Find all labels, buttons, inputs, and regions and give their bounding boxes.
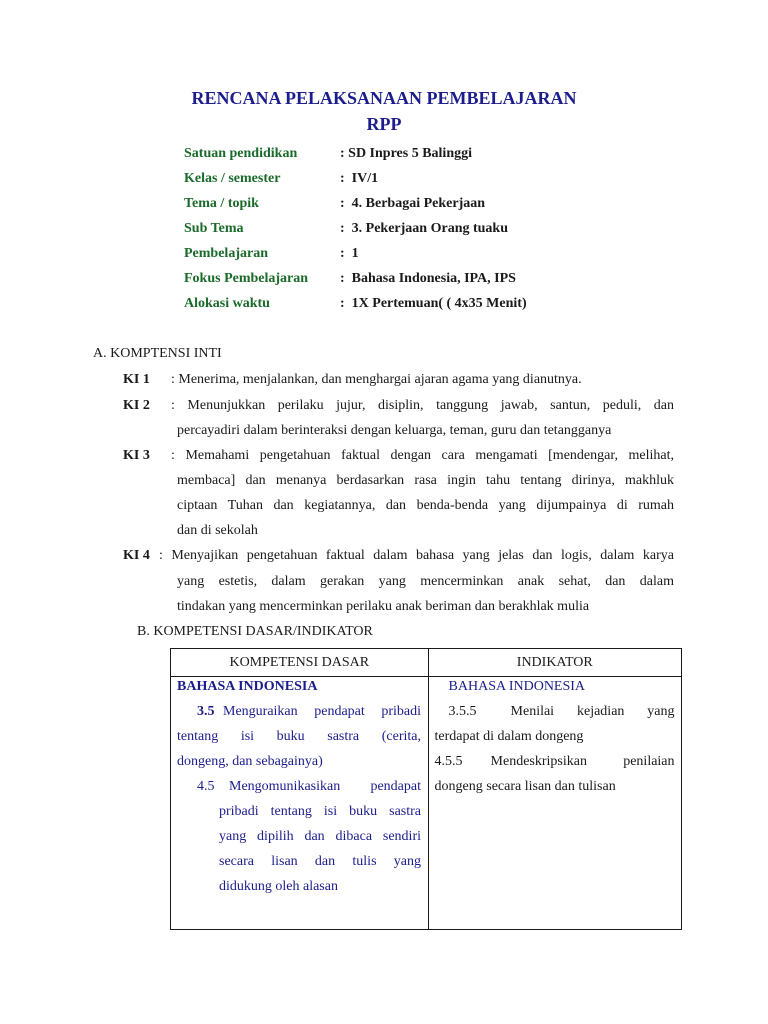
ki-line: yang estetis, dalam gerakan yang mencerminkan anak sehat, dan dalam bbox=[177, 574, 674, 589]
kd-subject: BAHASA INDONESIA bbox=[177, 679, 318, 694]
info-row-kelas bbox=[184, 171, 704, 191]
ki-code: KI 3 bbox=[123, 448, 150, 463]
ind2-line: dongeng secara lisan dan tulisan bbox=[434, 779, 616, 794]
ki-code: KI 2 bbox=[123, 398, 150, 413]
info-row-alokasi bbox=[184, 296, 704, 316]
info-label: Kelas / semester bbox=[184, 171, 281, 186]
info-label: Fokus Pembelajaran bbox=[184, 271, 309, 286]
kd-cell bbox=[171, 677, 429, 930]
ki-line: : Menerima, menjalankan, dan menghargai ajaran agama yang dianutnya. bbox=[171, 372, 582, 387]
ind1-line: terdapat di dalam dongeng bbox=[434, 729, 584, 744]
indikator-subject: BAHASA INDONESIA bbox=[448, 679, 586, 694]
kd1-number: 3.5 bbox=[197, 704, 215, 719]
info-value: : Bahasa Indonesia, IPA, IPS bbox=[340, 271, 516, 286]
ki-line: ciptaan Tuhan dan kegiatannya, dan benda-benda yang dijumpainya di rumah bbox=[177, 498, 674, 513]
info-row-satuan bbox=[184, 146, 704, 166]
kd2-line: didukung oleh alasan bbox=[219, 879, 338, 894]
info-label: Alokasi waktu bbox=[184, 296, 270, 311]
info-value: : 3. Pekerjaan Orang tuaku bbox=[340, 221, 508, 236]
ind2-number: 4.5.5 bbox=[434, 754, 463, 769]
ind1-number: 3.5.5 bbox=[448, 704, 477, 719]
info-value: : SD Inpres 5 Balinggi bbox=[340, 146, 472, 161]
ki-line: dan di sekolah bbox=[177, 523, 258, 538]
kd1-line: tentang isi buku sastra (cerita, bbox=[177, 729, 421, 744]
ki-line: tindakan yang mencerminkan perilaku anak beriman dan berakhlak mulia bbox=[177, 599, 590, 614]
section-b-heading: B. KOMPETENSI DASAR/INDIKATOR bbox=[137, 624, 373, 639]
kd-indikator-table bbox=[170, 648, 682, 930]
info-label: Satuan pendidikan bbox=[184, 146, 298, 161]
kd2-line: secara lisan dan tulis yang bbox=[219, 854, 421, 869]
indikator-cell bbox=[428, 677, 681, 930]
kd2-number: 4.5 bbox=[197, 779, 215, 794]
table-row bbox=[171, 677, 682, 930]
table-header-kd: KOMPETENSI DASAR bbox=[171, 649, 429, 677]
table-header-indikator: INDIKATOR bbox=[428, 649, 681, 677]
kd1-line: Menguraikan pendapat pribadi bbox=[223, 704, 421, 719]
ki-code: KI 1 bbox=[123, 372, 150, 387]
info-value: : IV/1 bbox=[340, 171, 379, 186]
kd2-line: pribadi tentang isi buku sastra bbox=[219, 804, 421, 819]
ki-line: membaca] dan menanya berdasarkan rasa ingin tahu tentang dirinya, makhluk bbox=[177, 473, 674, 488]
info-row-subtema bbox=[184, 221, 704, 241]
ki-line: : Menyajikan pengetahuan faktual dalam bahasa yang jelas dan logis, dalam karya bbox=[159, 548, 674, 563]
section-a-heading: A. KOMPTENSI INTI bbox=[93, 346, 222, 361]
info-value: : 4. Berbagai Pekerjaan bbox=[340, 196, 486, 211]
info-value: : 1 bbox=[340, 246, 359, 261]
info-row-fokus bbox=[184, 271, 704, 291]
document-subtitle: RPP bbox=[366, 114, 402, 134]
info-label: Tema / topik bbox=[184, 196, 259, 211]
ki-code: KI 4 bbox=[123, 548, 150, 563]
ind1-line: Menilai kejadian yang bbox=[510, 704, 675, 719]
kd2-line: yang dipilih dan dibaca sendiri bbox=[219, 829, 421, 844]
ki-line: : Menunjukkan perilaku jujur, disiplin, tanggung jawab, santun, peduli, dan bbox=[171, 398, 674, 413]
kd2-line: Mengomunikasikan pendapat bbox=[229, 779, 421, 794]
ki-line: percayadiri dalam berinteraksi dengan keluarga, teman, guru dan tetangganya bbox=[177, 423, 612, 438]
ind2-line: Mendeskripsikan penilaian bbox=[490, 754, 675, 769]
info-label: Pembelajaran bbox=[184, 246, 268, 261]
info-value: : 1X Pertemuan( ( 4x35 Menit) bbox=[340, 296, 527, 311]
kd1-line: dongeng, dan sebagainya) bbox=[177, 754, 323, 769]
info-row-pembelajaran bbox=[184, 246, 704, 266]
document-title: RENCANA PELAKSANAAN PEMBELAJARAN bbox=[191, 88, 577, 108]
info-row-tema bbox=[184, 196, 704, 216]
table-header-row bbox=[171, 649, 682, 677]
info-label: Sub Tema bbox=[184, 221, 244, 236]
ki-line: : Memahami pengetahuan faktual dengan cara mengamati [mendengar, melihat, bbox=[171, 448, 674, 463]
